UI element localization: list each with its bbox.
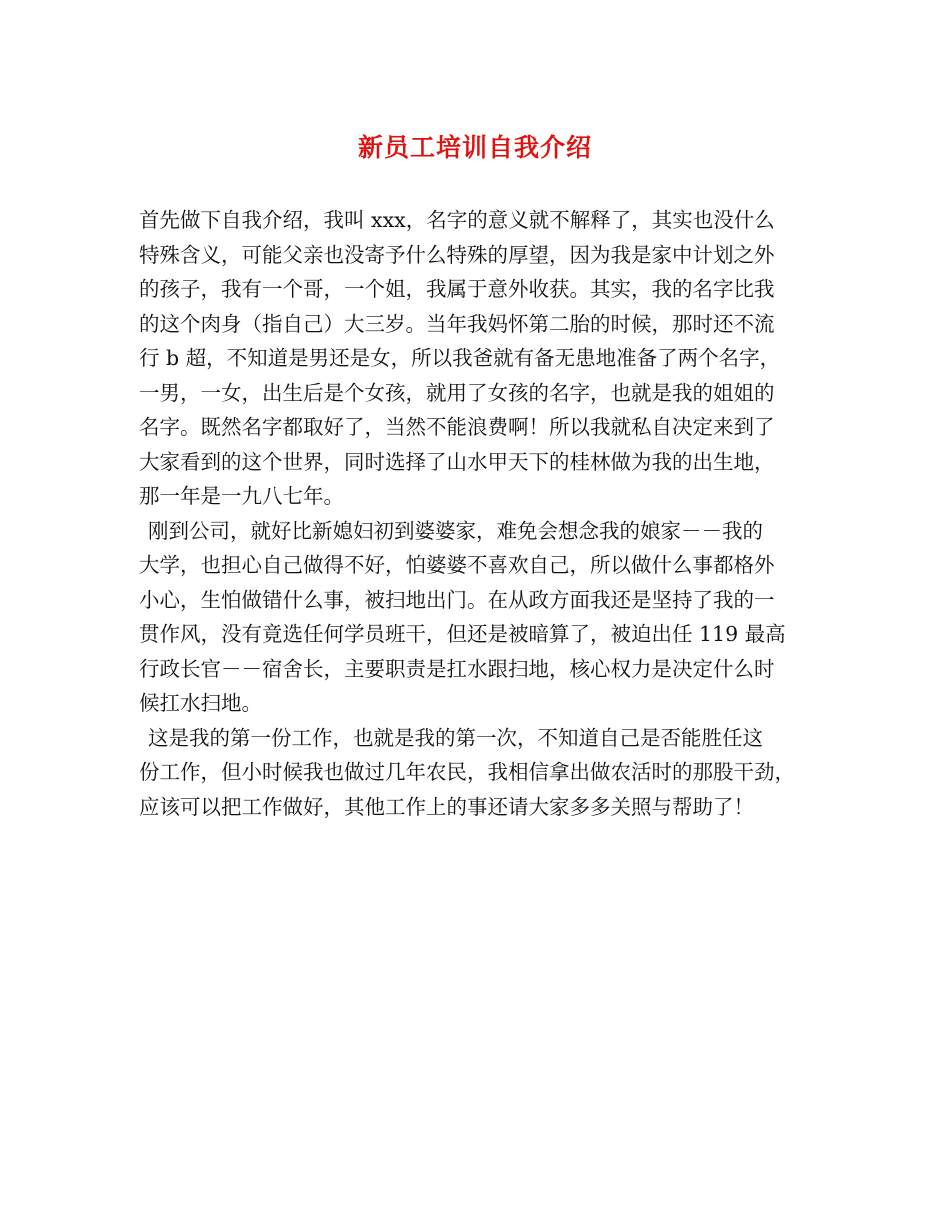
document-body xyxy=(139,203,829,824)
paragraph-line: 行政长官－－宿舍长，主要职责是扛水跟扫地，核心权力是决定什么时 xyxy=(139,656,775,681)
paragraph-line: 这是我的第一份工作，也就是我的第一次，不知道自己是否能胜任这 xyxy=(148,725,763,750)
paragraph-line: 小心，生怕做错什么事，被扫地出门。在从政方面我还是坚持了我的一 xyxy=(139,587,775,612)
paragraph-line: 首先做下自我介绍，我叫 xxx，名字的意义就不解释了，其实也没什么 xyxy=(139,208,775,232)
document-title: 新员工培训自我介绍 xyxy=(357,133,592,162)
paragraph-line: 候扛水扫地。 xyxy=(139,691,262,715)
paragraph-line: 大家看到的这个世界，同时选择了山水甲天下的桂林做为我的出生地， xyxy=(139,449,775,474)
paragraph-line: 行 b 超，不知道是男还是女，所以我爸就有备无患地准备了两个名字， xyxy=(139,346,781,370)
paragraph-line: 那一年是一九八七年。 xyxy=(139,484,344,508)
paragraph xyxy=(139,203,829,514)
paragraph-line: 刚到公司，就好比新媳妇初到婆婆家，难免会想念我的娘家－－我的 xyxy=(148,518,763,543)
paragraph-line: 特殊含义，可能父亲也没寄予什么特殊的厚望，因为我是家中计划之外 xyxy=(139,242,775,267)
paragraph xyxy=(139,721,829,825)
paragraph-line: 的这个肉身（指自己）大三岁。当年我妈怀第二胎的时候，那时还不流 xyxy=(139,311,775,336)
paragraph-line: 大学，也担心自己做得不好，怕婆婆不喜欢自己，所以做什么事都格外 xyxy=(139,553,775,577)
paragraph-line: 贯作风，没有竟选任何学员班干，但还是被暗算了，被迫出任 119 最高 xyxy=(139,622,786,646)
paragraph-line: 一男，一女，出生后是个女孩，就用了女孩的名字，也就是我的姐姐的 xyxy=(139,380,775,405)
paragraph-line: 应该可以把工作做好，其他工作上的事还请大家多多关照与帮助了！ xyxy=(139,794,754,819)
paragraph xyxy=(139,514,829,721)
paragraph-line: 份工作，但小时候我也做过几年农民，我相信拿出做农活时的那股干劲， xyxy=(139,760,795,784)
paragraph-line: 名字。既然名字都取好了，当然不能浪费啊！所以我就私自决定来到了 xyxy=(139,415,775,439)
paragraph-line: 的孩子，我有一个哥，一个姐，我属于意外收获。其实，我的名字比我 xyxy=(139,277,775,301)
